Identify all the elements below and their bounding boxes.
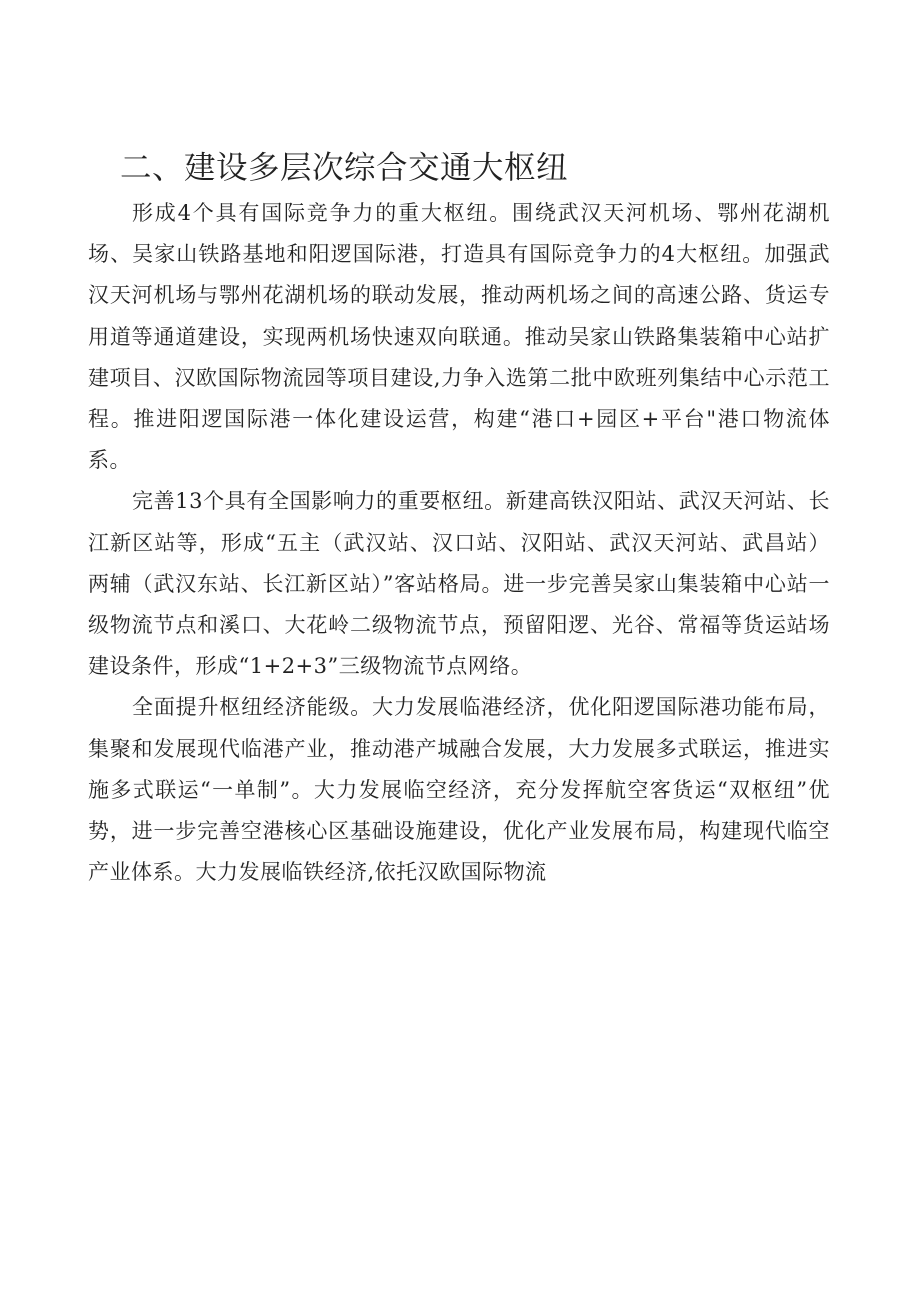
paragraph-important-hubs: 完善13个具有全国影响力的重要枢纽。新建高铁汉阳站、武汉天河站、长江新区站等，形成“五主（武汉站、汉口站、汉阳站、武汉天河站、武昌站）两辅（武汉东站、长江新区站）”客站格局。进一步完善吴家山集装箱中心站一级物流节点和溪口、大花岭二级物流节点，预留阳逻、光谷、常福等货运站场建设条件，形成“1+2+3”三级物流节点网络。 <box>88 489 830 679</box>
document-body <box>88 150 830 893</box>
paragraph-major-hubs: 形成4个具有国际竞争力的重大枢纽。围绕武汉天河机场、鄂州花湖机场、吴家山铁路基地和阳逻国际港，打造具有国际竞争力的4大枢纽。加强武汉天河机场与鄂州花湖机场的联动发展，推动两机场之间的高速公路、货运专用道等通道建设，实现两机场快速双向联通。推动吴家山铁路集装箱中心站扩建项目、汉欧国际物流园等项目建设,力争入选第二批中欧班列集结中心示范工程。推进阳逻国际港一体化建设运营，构建“港口+园区+平台"港口物流体系。 <box>88 201 830 473</box>
paragraph-hub-economy: 全面提升枢纽经济能级。大力发展临港经济，优化阳逻国际港功能布局，集聚和发展现代临港产业，推动港产城融合发展，大力发展多式联运，推进实施多式联运“一单制”。大力发展临空经济，充分发挥航空客货运“双枢纽”优势，进一步完善空港核心区基础设施建设，优化产业发展布局，构建现代临空产业体系。大力发展临铁经济,依托汉欧国际物流 <box>88 695 830 885</box>
section-heading: 二、建设多层次综合交通大枢纽 <box>120 150 569 186</box>
